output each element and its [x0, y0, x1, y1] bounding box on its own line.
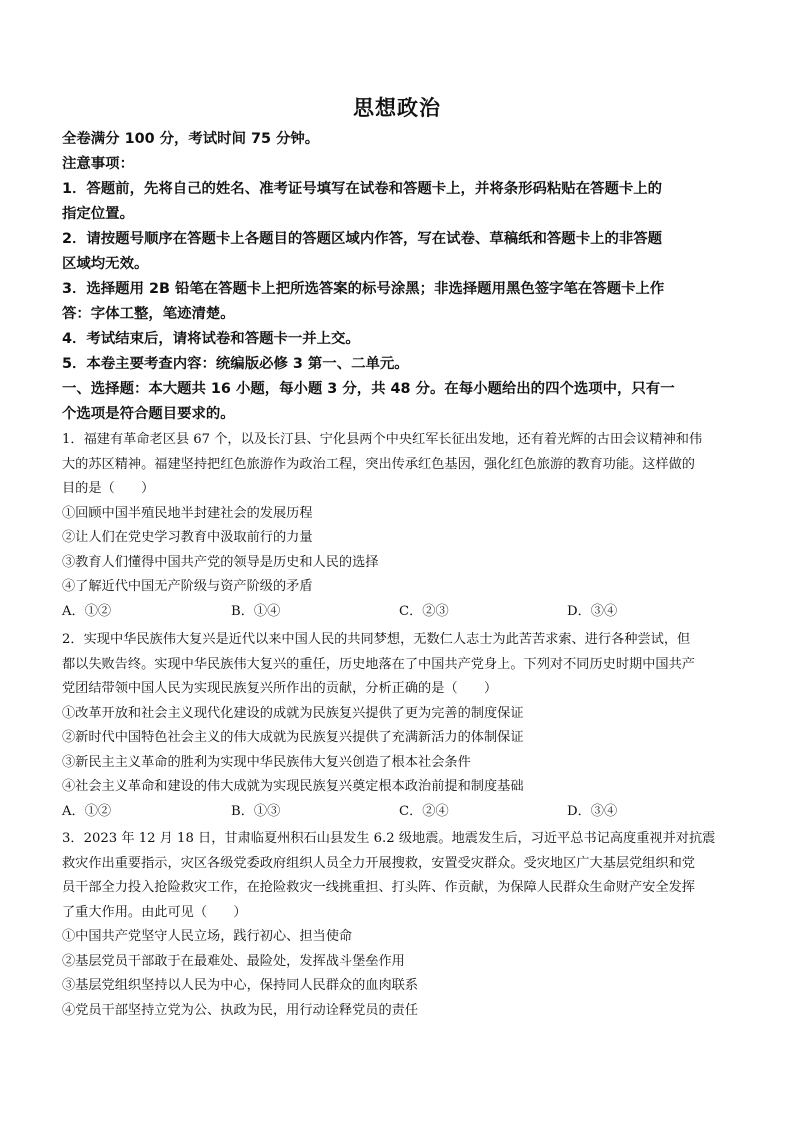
statement-item: ①改革开放和社会主义现代化建设的成就为民族复兴提供了更为完善的制度保证 [62, 705, 524, 721]
question-stem: 都以失败告终。实现中华民族伟大复兴的重任，历史地落在了中国共产党身上。下列对不同历史时期中国共产 [62, 656, 695, 672]
question-stem: 员干部全力投入抢险救灾工作，在抢险救灾一线挑重担、打头阵、作贡献，为保障人民群众生命财产安全发挥 [62, 880, 695, 895]
option-b: B．①④ [231, 603, 281, 619]
statement-item: ③教育人们懂得中国共产党的领导是历史和人民的选择 [62, 554, 379, 570]
answer-options [62, 800, 742, 825]
statement-item: ②新时代中国特色社会主义的伟大成就为民族复兴提供了充满新活力的体制保证 [62, 730, 524, 745]
statement-item: ④了解近代中国无产阶级与资产阶级的矛盾 [62, 579, 313, 594]
notice-item-3-cont: 答：字体工整，笔迹清楚。 [62, 306, 235, 322]
question-stem: 目的是（ ） [62, 481, 155, 496]
notice-item-3: 3．选择题用 2B 铅笔在答题卡上把所选答案的标号涂黑；非选择题用黑色签字笔在答题卡上作 [62, 281, 665, 297]
question-2 [62, 628, 742, 824]
option-a: A．①② [62, 803, 112, 819]
exam-instructions [62, 127, 742, 427]
notice-item-1-cont: 指定位置。 [62, 206, 134, 222]
notice-item-4: 4．考试结束后，请将试卷和答题卡一并上交。 [62, 331, 360, 347]
section-heading: 一、选择题：本大题共 16 小题，每小题 3 分，共 48 分。在每小题给出的四个选项中，只有一 [62, 381, 675, 397]
option-b: B．①③ [231, 803, 281, 819]
statement-item: ①回顾中国半殖民地半封建社会的发展历程 [62, 505, 313, 521]
statement-item: ③基层党组织坚持以人民为中心，保持同人民群众的血肉联系 [62, 978, 419, 993]
question-stem: 了重大作用。由此可见（ ） [62, 904, 247, 920]
option-d: D．③④ [567, 803, 618, 819]
statement-item: ①中国共产党坚守人民立场，践行初心、担当使命 [62, 929, 353, 944]
question-stem: 1．福建有革命老区县 67 个，以及长汀县、宁化县两个中央红军长征出发地，还有着光辉的古田会议精神和伟 [62, 432, 703, 447]
statement-item: ③新民主主义革命的胜利为实现中华民族伟大复兴创造了根本社会条件 [62, 754, 471, 770]
option-c: C．②④ [399, 803, 449, 819]
section-heading-cont: 个选项是符合题目要求的。 [62, 406, 235, 422]
question-stem: 3．2023 年 12 月 18 日，甘肃临夏州积石山县发生 6.2 级地震。地震发生后，习近平总书记高度重视并对抗震 [62, 831, 716, 846]
notice-item-1: 1．答题前，先将自己的姓名、准考证号填写在试卷和答题卡上，并将条形码粘贴在答题卡上的 [62, 181, 663, 197]
statement-item: ②基层党员干部敢于在最难处、最险处，发挥战斗堡垒作用 [62, 953, 405, 969]
statement-item: ④社会主义革命和建设的伟大成就为实现民族复兴奠定根本政治前提和制度基础 [62, 779, 524, 794]
notice-item-2: 2．请按题号顺序在答题卡上各题目的答题区域内作答，写在试卷、草稿纸和答题卡上的非答题 [62, 231, 663, 247]
page-title: 思想政治 [353, 96, 441, 120]
question-3 [62, 827, 742, 1023]
score-time-line: 全卷满分 100 分，考试时间 75 分钟。 [62, 131, 320, 147]
question-stem: 党团结带领中国人民为实现民族复兴所作出的贡献，分析正确的是（ ） [62, 681, 498, 696]
statement-item: ②让人们在党史学习教育中汲取前行的力量 [62, 530, 313, 545]
statement-item: ④党员干部坚持立党为公、执政为民，用行动诠释党员的责任 [62, 1002, 419, 1018]
answer-options [62, 600, 742, 625]
option-c: C．②③ [399, 603, 449, 619]
option-a: A．①② [62, 603, 112, 619]
notice-item-2-cont: 区域均无效。 [62, 256, 149, 272]
notice-item-5: 5．本卷主要考查内容：统编版必修 3 第一、二单元。 [62, 356, 409, 372]
question-stem: 大的苏区精神。福建坚持把红色旅游作为政治工程，突出传承红色基因，强化红色旅游的教育功能。这样做的 [62, 456, 695, 472]
option-d: D．③④ [567, 603, 618, 619]
notice-heading: 注意事项： [62, 156, 134, 172]
question-stem: 救灾作出重要指示，灾区各级党委政府组织人员全力开展搜救，安置受灾群众。受灾地区广大基层党组织和党 [62, 855, 695, 871]
question-stem: 2．实现中华民族伟大复兴是近代以来中国人民的共同梦想，无数仁人志士为此苦苦求索、进行各种尝试，但 [62, 632, 691, 647]
question-1 [62, 428, 742, 624]
